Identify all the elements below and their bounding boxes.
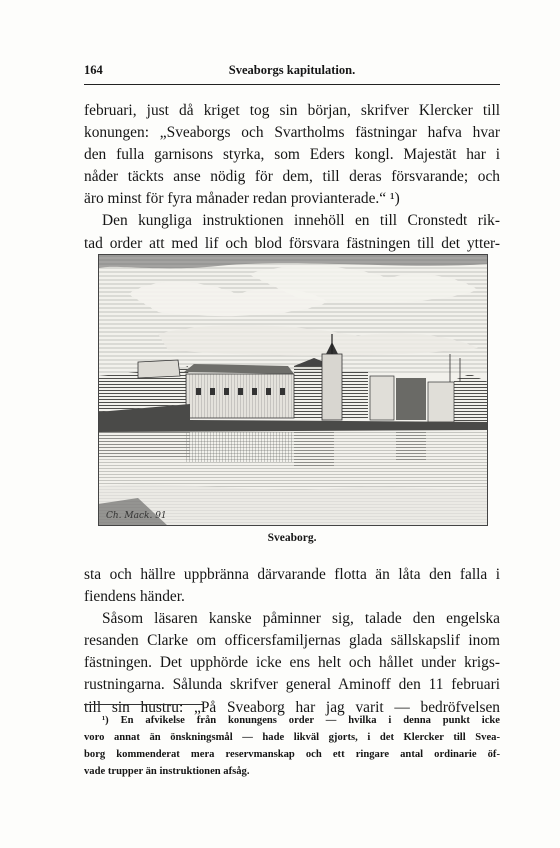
footnote-rule xyxy=(84,704,204,705)
text-line: till sin hustru: „På Sveaborg har jag varit — bedröfvelsen xyxy=(84,698,500,716)
artist-signature: Ch. Mack. 91 xyxy=(106,511,167,521)
page-number: 164 xyxy=(84,63,103,77)
text-line: äro minst för fyra månader redan provianterade.“ ¹) xyxy=(84,190,400,208)
footnote-line: borg kommenderat mera reservmanskap och ett ringare antal ordinarie öf- xyxy=(84,749,500,760)
text-line: Såsom läsaren kanske påminner sig, talade den engelska xyxy=(102,610,500,628)
running-title: Sveaborgs kapitulation. xyxy=(228,63,356,77)
paragraph-1 xyxy=(84,100,500,255)
text-line: rustningarna. Sålunda skrifver general Aminoff den 11 februari xyxy=(84,676,500,694)
footnote-line: ¹) En afvikelse från konungens order — hvilka i denna punkt icke xyxy=(102,715,500,726)
footnote-line: vade trupper än instruktionen afsåg. xyxy=(84,766,250,777)
text-line: nåder täckts anse nödig för dem, till deras försvarande; och xyxy=(84,168,500,186)
sveaborg-engraving xyxy=(98,254,488,526)
text-line: sta och hällre uppbränna därvarande flotta än låta den falla i xyxy=(84,566,500,583)
paragraph-2 xyxy=(84,564,500,719)
figure-caption: Sveaborg. xyxy=(267,532,317,544)
text-line: februari, just då kriget tog sin början, skrifver Klercker till xyxy=(84,102,500,119)
text-line: resanden Clarke om officersfamiljernas glada sällskapslif inom xyxy=(84,632,500,650)
page-header xyxy=(84,61,500,81)
footnote-line: voro annat än önskningsmål — hade likväl gjorts, i det Klercker till Svea- xyxy=(84,732,500,743)
text-line: fiendens händer. xyxy=(84,588,185,606)
text-line: tad order att med lif och blod försvara fästningen till det ytter- xyxy=(84,234,500,252)
text-line: Den kungliga instruktionen innehöll en till Cronstedt rik- xyxy=(102,212,500,230)
footnote xyxy=(84,712,500,780)
text-line: fästningen. Det upphörde icke ens helt och hållet under krigs- xyxy=(84,654,500,672)
text-line: den fulla garnisons styrka, som Eders kongl. Majestät har i xyxy=(84,146,500,164)
text-line: konungen: „Sveaborgs och Svartholms fästningar hafva hvar xyxy=(84,124,500,142)
header-rule xyxy=(84,84,500,85)
